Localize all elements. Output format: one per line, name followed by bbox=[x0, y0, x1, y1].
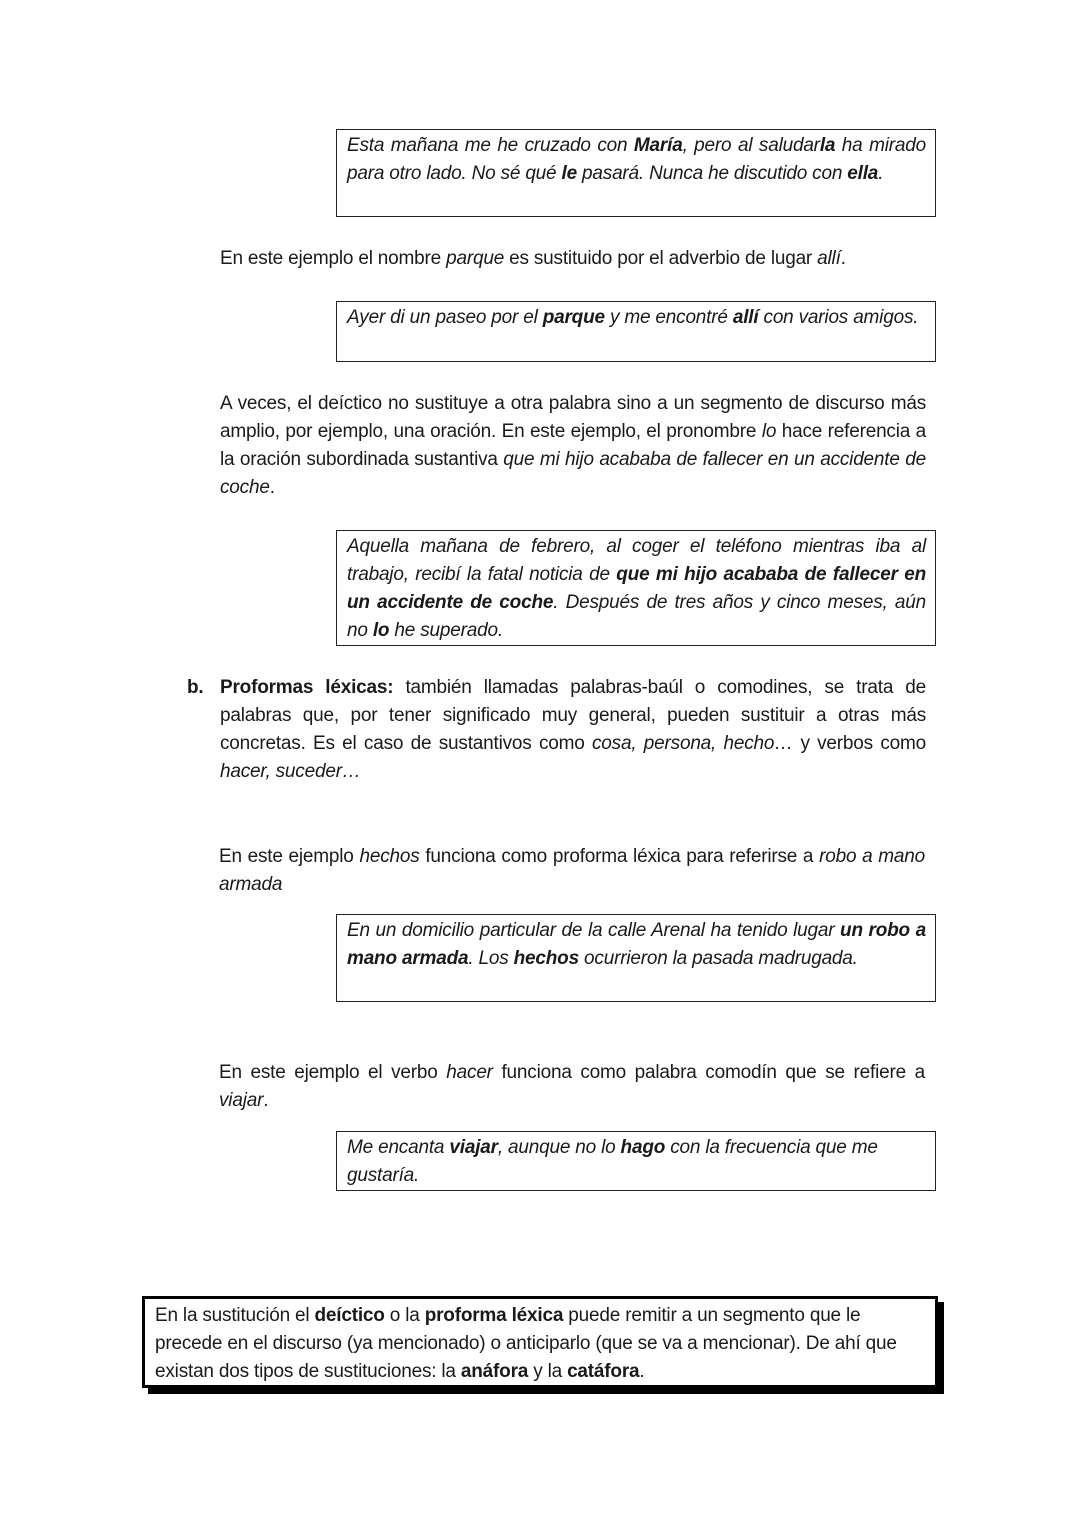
paragraph-hechos-explanation: En este ejemplo hechos funciona como proforma léxica para referirse a robo a mano armada bbox=[219, 846, 926, 895]
note-box-anafora-catafora: En la sustitución el deíctico o la proforma léxica puede remitir a un segmento que le precede en el discurso (ya mencionado) o anticiparlo (que se va a mencionar). De ahí que existan dos tipos de sustituciones: la anáfora y la catáfora. bbox=[142, 1296, 938, 1388]
example-box-arenal: En un domicilio particular de la calle Arenal ha tenido lugar un robo a mano armada. Los hechos ocurrieron la pasada madrugada. bbox=[336, 914, 936, 1002]
list-marker: b. bbox=[187, 677, 204, 698]
example-box-febrero: Aquella mañana de febrero, al coger el teléfono mientras iba al trabajo, recibí la fatal noticia de que mi hijo acababa de fallecer en un accidente de coche. Después de tres años y cinco meses, aún no lo he superado. bbox=[336, 530, 936, 646]
paragraph-parque-explanation: En este ejemplo el nombre parque es sustituido por el adverbio de lugar allí. bbox=[220, 248, 846, 269]
example-box-parque: Ayer di un paseo por el parque y me encontré allí con varios amigos. bbox=[336, 301, 936, 362]
list-item-proformas-lexicas bbox=[187, 674, 926, 786]
list-item-text: Proformas léxicas: también llamadas palabras-baúl o comodines, se trata de palabras que, por tener significado muy general, pueden sustituir a otras más concretas. Es el caso de sustantivos como cosa, persona, hecho… y verbos como hacer, suceder… bbox=[220, 677, 926, 782]
paragraph-hacer-explanation: En este ejemplo el verbo hacer funciona como palabra comodín que se refiere a viajar. bbox=[219, 1062, 925, 1111]
paragraph-discourse-segment: A veces, el deíctico no sustituye a otra palabra sino a un segmento de discurso más amplio, por ejemplo, una oración. En este ejemplo, el pronombre lo hace referencia a la oración subordinada sustantiva que mi hijo acababa de fallecer en un accidente de coche. bbox=[220, 393, 927, 498]
example-box-maria: Esta mañana me he cruzado con María, pero al saludarla ha mirado para otro lado. No sé qué le pasará. Nunca he discutido con ella. bbox=[336, 129, 936, 217]
example-box-viajar: Me encanta viajar, aunque no lo hago con la frecuencia que me gustaría. bbox=[336, 1131, 936, 1191]
